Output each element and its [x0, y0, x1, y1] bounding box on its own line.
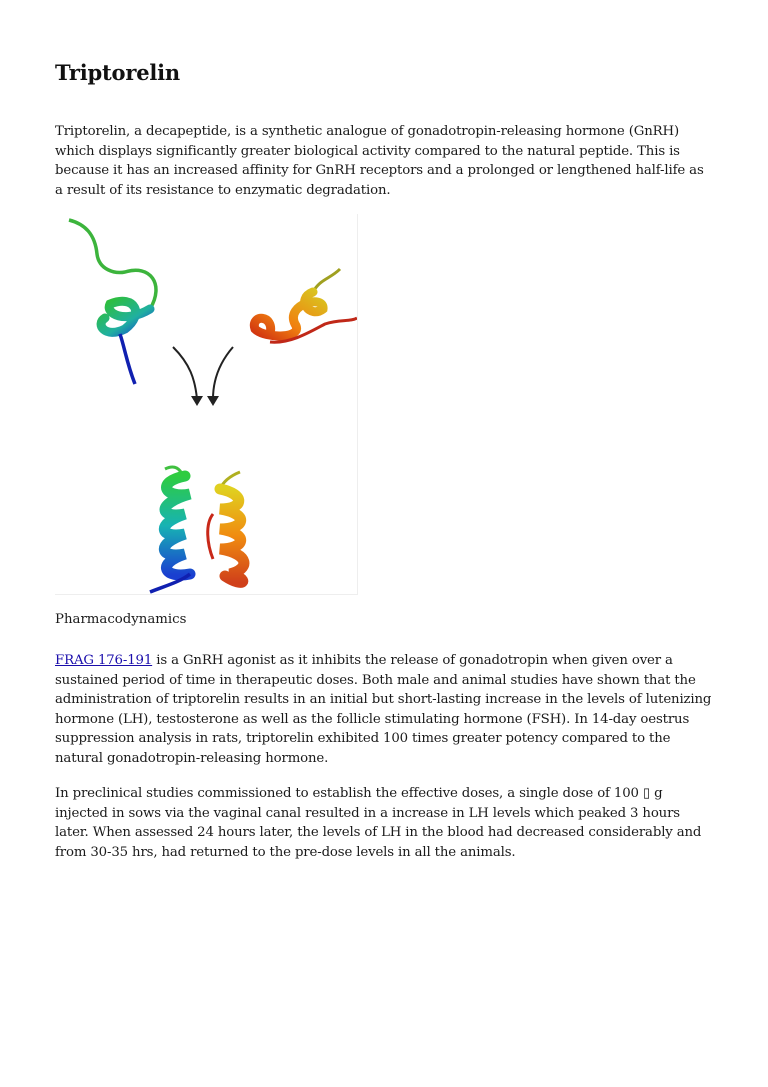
page-title: Triptorelin: [55, 60, 180, 85]
pharmacodynamics-text: is a GnRH agonist as it inhibits the release of gonadotropin when given over a sustained period of time in therapeutic doses. Both male and animal studies have shown that the administration of triptorelin results in an initial but short-lasting increase in the levels of lutenizing hormone (LH), testosterone as well as the follicle stimulating hormone (FSH). In 14-day oestrus suppression analysis in rats, triptorelin exhibited 100 times greater potency compared to the natural gonadotropin-releasing hormone.: [55, 653, 712, 766]
peptide-helix-figure: [55, 214, 358, 595]
pharmacodynamics-paragraph: [55, 651, 715, 768]
helix-ribbon-diagram: [55, 214, 357, 594]
section-heading-pharmacodynamics: Pharmacodynamics: [55, 612, 187, 627]
preclinical-paragraph: In preclinical studies commissioned to establish the effective doses, a single dose of 100 ▯ g injected in sows via the vaginal canal resulted in a increase in LH levels which peaked 3 hours later. When assessed 24 hours later, the levels of LH in the blood had decreased considerably and from 30-35 hrs, had returned to the pre-dose levels in all the animals.: [55, 786, 702, 860]
frag-176-191-link[interactable]: FRAG 176-191: [55, 653, 153, 668]
intro-paragraph: Triptorelin, a decapeptide, is a synthetic analogue of gonadotropin-releasing hormone (GnRH) which displays significantly greater biological activity compared to the natural peptide. This is because it has an increased affinity for GnRH receptors and a prolonged or lengthened half-life as a result of its resistance to enzymatic degradation.: [55, 124, 704, 198]
